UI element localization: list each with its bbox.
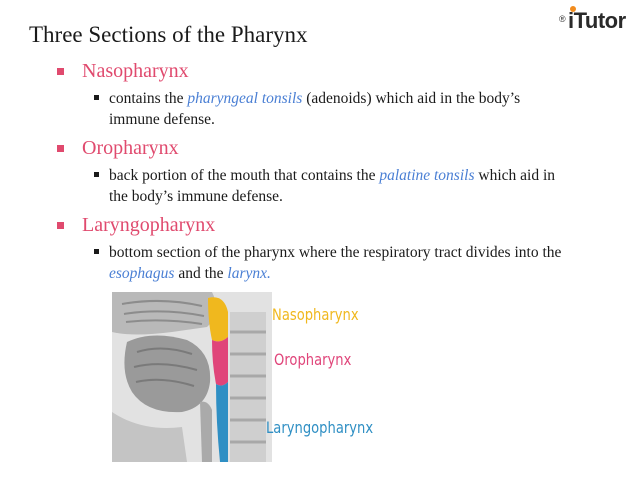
square-bullet-icon bbox=[57, 68, 64, 75]
term-pharyngeal-tonsils: pharyngeal tonsils bbox=[187, 90, 303, 107]
section-heading: Nasopharynx bbox=[82, 60, 189, 82]
desc-text: (adenoids) which aid in the body’s immune defense. bbox=[109, 90, 521, 128]
registered-mark: ® bbox=[559, 14, 566, 24]
label-nasopharynx: Nasopharynx bbox=[272, 305, 359, 324]
itutor-logo bbox=[556, 8, 636, 36]
section-heading: Laryngopharynx bbox=[82, 214, 216, 236]
desc-text: and the bbox=[174, 265, 228, 282]
term-esophagus: esophagus bbox=[109, 265, 175, 282]
section-description bbox=[109, 88, 569, 130]
desc-text: which aid in the body’s immune defense. bbox=[109, 167, 555, 205]
desc-text: bottom section of the pharynx where the respiratory tract divides into the bbox=[109, 244, 562, 261]
term-palatine-tonsils: palatine tonsils bbox=[379, 167, 475, 184]
term-larynx: larynx. bbox=[227, 265, 271, 282]
desc-text: back portion of the mouth that contains the bbox=[109, 167, 380, 184]
pharynx-anatomy-illustration bbox=[112, 292, 272, 462]
section-description bbox=[109, 242, 569, 284]
square-bullet-icon bbox=[57, 222, 64, 229]
square-bullet-icon bbox=[57, 145, 64, 152]
section-heading: Oropharynx bbox=[82, 137, 179, 159]
section-description bbox=[109, 165, 569, 207]
desc-text: contains the bbox=[109, 90, 188, 107]
square-bullet-icon bbox=[94, 249, 99, 254]
slide-title: Three Sections of the Pharynx bbox=[29, 22, 308, 47]
label-oropharynx: Oropharynx bbox=[274, 350, 352, 369]
pharynx-cross-section-image bbox=[112, 292, 272, 462]
label-laryngopharynx: Laryngopharynx bbox=[266, 418, 374, 437]
logo-text: iTutor bbox=[568, 8, 626, 33]
square-bullet-icon bbox=[94, 95, 99, 100]
square-bullet-icon bbox=[94, 172, 99, 177]
